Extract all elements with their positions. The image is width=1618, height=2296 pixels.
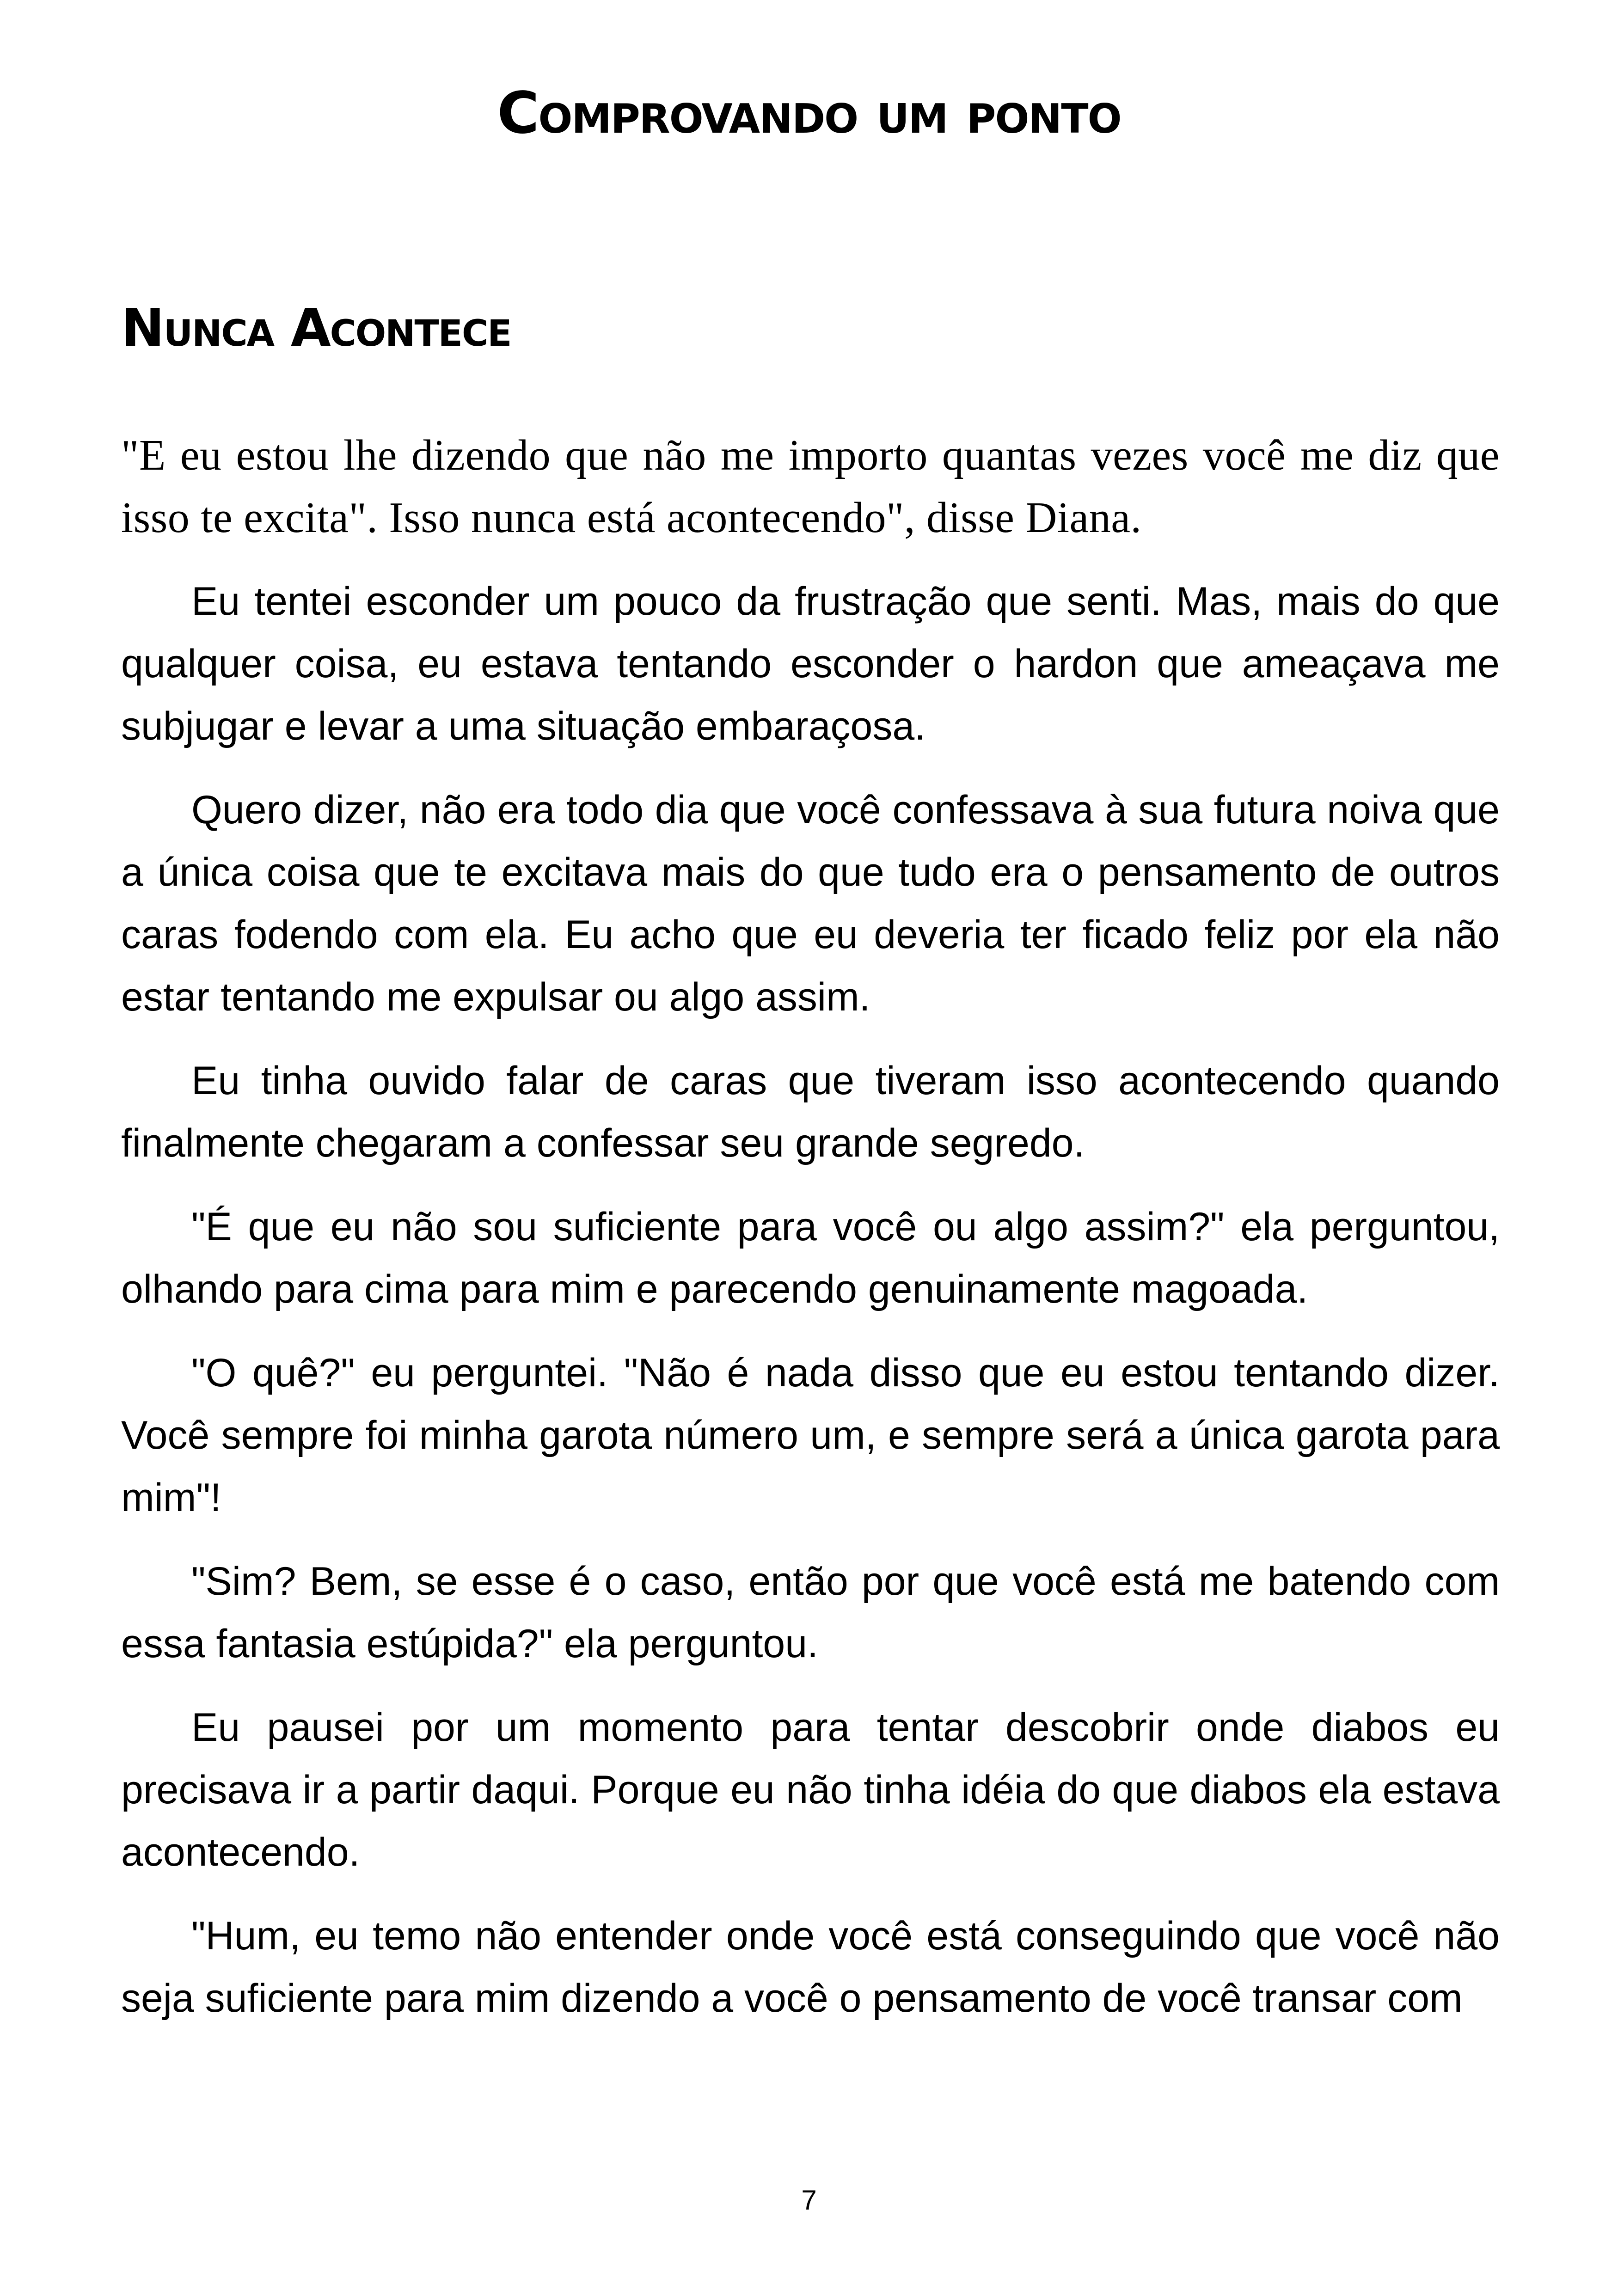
paragraph: "O quê?" eu perguntei. "Não é nada disso que eu estou tentando dizer. Você sempre foi minha garota número um, e sempre será a única garota para mim"! [121, 1351, 1500, 1520]
paragraph: Eu pausei por um momento para tentar descobrir onde diabos eu precisava ir a partir daqui. Porque eu não tinha idéia do que diabos ela estava acontecendo. [121, 1705, 1500, 1874]
paragraph: "E eu estou lhe dizendo que não me importo quantas vezes você me diz que isso te excita". Isso nunca está acontecendo", disse Diana. [121, 431, 1500, 542]
paragraph: Eu tentei esconder um pouco da frustração que senti. Mas, mais do que qualquer coisa, eu estava tentando esconder o hardon que ameaçava me subjugar e levar a uma situação embaraçosa. [121, 579, 1500, 748]
paragraph: "Hum, eu temo não entender onde você está conseguindo que você não seja suficiente para mim dizendo a você o pensamento de você transar com [121, 1914, 1500, 2020]
paragraph: "Sim? Bem, se esse é o caso, então por que você está me batendo com essa fantasia estúpida?" ela perguntou. [121, 1559, 1500, 1666]
section-title: Nunca Acontece [121, 298, 511, 358]
body-text [121, 424, 1500, 2051]
paragraph: Eu tinha ouvido falar de caras que tiveram isso acontecendo quando finalmente chegaram a confessar seu grande segredo. [121, 1059, 1500, 1165]
paragraph: Quero dizer, não era todo dia que você confessava à sua futura noiva que a única coisa que te excitava mais do que tudo era o pensamento de outros caras fodendo com ela. Eu acho que eu deveria ter ficado feliz por ela não estar tentando me expulsar ou algo assim. [121, 788, 1500, 1019]
page-number: 7 [801, 2185, 817, 2216]
paragraph: "É que eu não sou suficiente para você ou algo assim?" ela perguntou, olhando para cima para mim e parecendo genuinamente magoada. [121, 1205, 1500, 1311]
chapter-title: Comprovando um ponto [497, 80, 1121, 147]
